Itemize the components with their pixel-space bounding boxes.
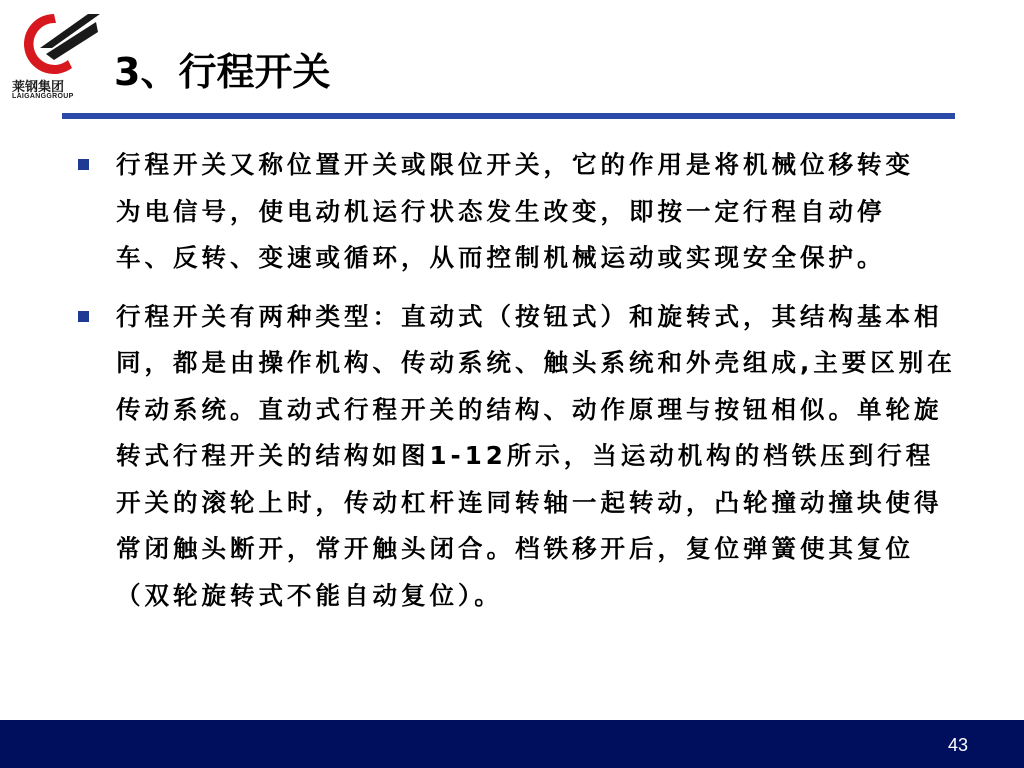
slide-title: 3、行程开关	[114, 50, 331, 94]
bullet-item	[78, 294, 958, 620]
square-bullet-icon	[78, 311, 89, 322]
bullet-text: 行程开关有两种类型：直动式（按钮式）和旋转式，其结构基本相同，都是由操作机构、传动系统、触头系统和外壳组成,主要区别在传动系统。直动式行程开关的结构、动作原理与按钮相似。单轮旋转式行程开关的结构如图1-12所示，当运动机构的档铁压到行程开关的滚轮上时，传动杠杆连同转轴一起转动，凸轮撞动撞块使得常闭触头断开，常开触头闭合。档铁移开后，复位弹簧使其复位（双轮旋转式不能自动复位）。	[116, 301, 956, 610]
page-number: 43	[947, 735, 968, 755]
logo-text: 莱钢集团	[12, 80, 65, 95]
bullet-item	[78, 142, 958, 282]
title-divider	[62, 113, 955, 119]
footer-bar	[0, 720, 1024, 768]
logo-subtext: LAIGANGGROUP	[12, 93, 74, 100]
square-bullet-icon	[78, 159, 89, 170]
slide-content	[78, 142, 958, 631]
laigang-logo-icon	[10, 8, 102, 78]
bullet-text: 行程开关又称位置开关或限位开关，它的作用是将机械位移转变为电信号，使电动机运行状态发生改变，即按一定行程自动停车、反转、变速或循环，从而控制机械运动或实现安全保护。	[116, 150, 914, 272]
